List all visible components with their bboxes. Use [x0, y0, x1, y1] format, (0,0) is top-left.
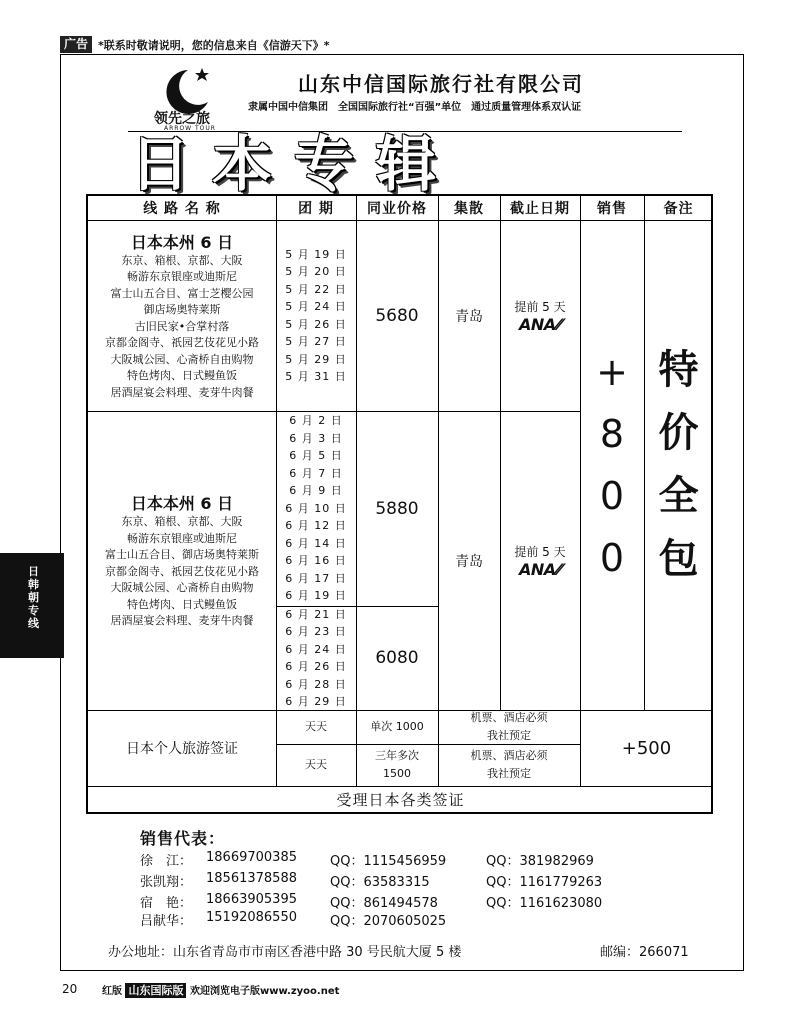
note-char: 包	[658, 536, 699, 582]
reps-title: 销售代表：	[140, 829, 226, 848]
tour-date: 6 月 29 日	[285, 695, 347, 708]
rep-qq: QQ：2070605025	[330, 914, 447, 929]
rep-phone: 18561378588	[206, 871, 297, 886]
visa-type-line: 三年多次	[375, 749, 419, 762]
header-dates: 团 期	[298, 201, 334, 217]
sales-char: 0	[599, 536, 625, 580]
company-name: 山东中信国际旅行社有限公司	[298, 72, 584, 96]
tour-date: 6 月 21 日	[285, 607, 347, 621]
logo-subtext: ARROW TOUR	[164, 125, 216, 132]
rep-phone: 18669700385	[206, 850, 297, 865]
header-notes: 备注	[663, 201, 694, 217]
visa-1-period: 天天	[305, 720, 327, 733]
rep-phone: 18663905395	[206, 892, 297, 907]
rep-qq: QQ：861494578	[330, 896, 438, 911]
itinerary-line: 畅游东京银座或迪斯尼	[127, 270, 237, 284]
itinerary-line: 特色烤肉、日式鳗鱼饭	[127, 369, 237, 383]
side-tab-label: 日韩朝专线	[28, 565, 39, 630]
ana-logo-icon: ANA ⁄⁄	[519, 315, 561, 334]
itinerary-line: 御店场奥特莱斯	[143, 303, 221, 317]
route-2-info	[88, 411, 276, 710]
visa-req-line: 机票、酒店必须	[470, 711, 548, 724]
route-2-price-b: 6080	[375, 648, 419, 668]
route-2-deadline: 提前 5 天	[514, 544, 566, 559]
tour-date: 5 月 22 日	[285, 282, 347, 296]
visa-1-type: 单次 1000	[370, 720, 424, 733]
rep-name: 张凯翔：	[140, 875, 193, 890]
itinerary-line: 特色烤肉、日式鳗鱼饭	[127, 597, 237, 611]
ana-logo-icon: ANA ⁄⁄	[519, 560, 561, 579]
itinerary-line: 东京、箱根、京都、大阪	[121, 253, 243, 267]
rep-name: 宿 艳：	[140, 896, 193, 911]
route-1-dates	[276, 220, 356, 411]
tour-table	[86, 194, 713, 814]
route-2-itinerary	[105, 514, 259, 630]
itinerary-line: 京都金阁寺、祇园艺伎花见小路	[105, 564, 259, 578]
tour-date: 6 月 28 日	[285, 677, 347, 691]
ad-label: 广告	[60, 36, 92, 53]
tour-date: 6 月 3 日	[289, 431, 343, 445]
route-1-deadline-cell	[500, 220, 580, 411]
rep-name: 吕献华：	[140, 914, 193, 929]
visa-2-period: 天天	[305, 758, 327, 771]
footer-brand: 山东国际版	[125, 983, 186, 998]
sales-markup	[580, 220, 644, 710]
itinerary-line: 东京、箱根、京都、大阪	[121, 515, 243, 529]
postal-code: 邮编：266071	[600, 945, 689, 960]
ad-notice: *联系时敬请说明，您的信息来自《信游天下》*	[98, 39, 330, 52]
note-char: 特	[658, 347, 699, 393]
itinerary-line: 居酒屋宴会料理、麦芽牛肉餐	[110, 614, 254, 628]
footer-strip	[102, 982, 339, 998]
route-1-itinerary	[105, 253, 259, 402]
tour-date: 5 月 31 日	[285, 370, 347, 383]
itinerary-line: 古旧民家•合掌村落	[134, 319, 230, 333]
itinerary-line: 大阪城公园、心斋桥自由购物	[110, 352, 254, 366]
route-1-city: 青岛	[455, 308, 483, 325]
tour-date: 5 月 24 日	[285, 300, 347, 313]
rep-qq: QQ：63583315	[330, 875, 430, 890]
rep-qq: QQ：1161623080	[486, 896, 603, 911]
header-price: 同业价格	[367, 201, 427, 217]
visa-1-req	[438, 710, 580, 744]
header-deadline: 截止日期	[510, 201, 570, 217]
route-2-price-a: 5880	[375, 498, 419, 519]
tour-date: 6 月 16 日	[285, 554, 347, 568]
route-1-price: 5680	[375, 305, 419, 326]
sales-char: 0	[599, 474, 625, 518]
rep-name: 徐 江：	[140, 854, 193, 869]
tour-date: 6 月 5 日	[289, 449, 343, 463]
header-sales: 销售	[597, 201, 627, 217]
notes-special	[644, 220, 713, 710]
company-logo	[150, 62, 234, 134]
visa-footer: 受理日本各类签证	[336, 790, 465, 809]
rep-qq: QQ：1161779263	[486, 875, 603, 890]
tour-date: 5 月 26 日	[285, 317, 347, 331]
logo-text: 领先之旅	[154, 111, 210, 127]
route-2-dates-b	[276, 606, 356, 710]
tour-date: 5 月 27 日	[285, 335, 347, 348]
tour-date: 5 月 20 日	[285, 265, 347, 278]
route-2-title: 日本本州 6 日	[130, 494, 234, 514]
tour-date: 6 月 23 日	[285, 625, 347, 638]
visa-req-line: 我社预定	[487, 767, 531, 780]
tour-date: 6 月 9 日	[289, 484, 343, 498]
visa-req-line: 我社预定	[487, 729, 531, 742]
sales-char: 8	[599, 412, 625, 456]
side-section-tab	[0, 553, 64, 658]
rep-qq: QQ：381982969	[486, 854, 594, 869]
tour-date: 6 月 12 日	[285, 519, 347, 533]
tour-date: 6 月 26 日	[285, 660, 347, 673]
visa-title: 日本个人旅游签证	[126, 741, 238, 757]
route-1-title: 日本本州 6 日	[130, 232, 234, 252]
itinerary-line: 大阪城公园、心斋桥自由购物	[110, 581, 254, 595]
visa-extra: +500	[621, 737, 672, 759]
itinerary-line: 京都金阁寺、祇园艺伎花见小路	[105, 336, 259, 350]
itinerary-line: 富士山五合目、御店场奥特莱斯	[105, 548, 259, 562]
visa-2-req	[438, 744, 580, 786]
rep-phone: 15192086550	[206, 910, 297, 925]
visa-type-line: 1500	[383, 767, 411, 780]
tour-date: 5 月 29 日	[285, 352, 347, 366]
itinerary-line: 居酒屋宴会料理、麦芽牛肉餐	[110, 385, 254, 399]
sales-char: +	[596, 350, 628, 394]
route-2-city: 青岛	[455, 553, 483, 570]
visa-req-line: 机票、酒店必须	[470, 749, 548, 762]
company-subline: 隶属中国中信集团 全国国际旅行社“百强”单位 通过质量管理体系双认证	[248, 102, 582, 113]
route-2-deadline-cell	[500, 411, 580, 710]
tour-date: 6 月 19 日	[285, 589, 347, 603]
tour-date: 6 月 24 日	[285, 642, 347, 656]
note-char: 全	[658, 473, 699, 519]
page-number: 20	[62, 982, 78, 996]
route-2-dates-a	[276, 411, 356, 606]
tour-date: 5 月 19 日	[285, 247, 347, 261]
office-address: 办公地址：山东省青岛市市南区香港中路 30 号民航大厦 5 楼	[108, 945, 462, 960]
page-title: 日本专辑	[130, 130, 458, 200]
tour-date: 6 月 14 日	[285, 536, 347, 550]
tour-date: 6 月 10 日	[285, 501, 347, 515]
tour-date: 6 月 17 日	[285, 571, 347, 585]
route-1-info	[88, 220, 276, 411]
header-route: 线 路 名 称	[143, 201, 221, 217]
tour-date: 6 月 2 日	[289, 414, 343, 428]
route-1-deadline: 提前 5 天	[514, 299, 566, 314]
visa-2-type	[356, 744, 438, 786]
rep-qq: QQ：1115456959	[330, 854, 447, 869]
tour-date: 6 月 7 日	[289, 466, 343, 480]
header-departure: 集散	[454, 201, 484, 217]
footer-welcome: 欢迎浏览电子版www.zyoo.net	[189, 986, 340, 997]
itinerary-line: 畅游东京银座或迪斯尼	[127, 531, 237, 545]
itinerary-line: 富士山五合目、富士芝樱公园	[110, 286, 254, 300]
note-char: 价	[658, 410, 699, 456]
footer-edition: 红版	[102, 986, 122, 997]
